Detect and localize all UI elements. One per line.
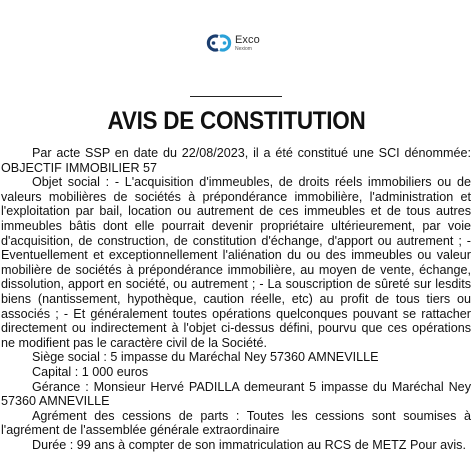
paragraph-incorporation: Par acte SSP en date du 22/08/2023, il a été constitué une SCI dénommée: OBJECTIF IMMOBILIER 57 — [1, 146, 471, 175]
title-divider — [190, 96, 282, 97]
paragraph-capital: Capital : 1 000 euros — [32, 364, 149, 379]
paragraph-siege-social: Siège social : 5 impasse du Maréchal Ney 57360 AMNEVILLE — [32, 350, 379, 365]
logo-name: Exco — [235, 33, 260, 46]
paragraph-duree: Durée : 99 ans à compter de son immatriculation au RCS de METZ Pour avis. — [32, 437, 466, 452]
exco-logo — [206, 32, 260, 54]
paragraph-agrement: Agrément des cessions de parts : Toutes les cessions sont soumises à l'agrément de l'assemblée générale extraordinaire — [1, 408, 471, 438]
paragraph-gerance: Gérance : Monsieur Hervé PADILLA demeurant 5 impasse du Maréchal Ney 57360 AMNEVILLE — [1, 379, 471, 409]
paragraph-objet-social: Objet social : - L'acquisition d'immeubles, de droits réels immobiliers ou de valeurs mobilières de sociétés à prépondérance immobilière, l'administration et l'exploitation par bail, location ou autrement de ces immeubles et de tous autres immeubles bâtis dont elle pourrait devenir propriétaire ultérieurement, par voie d'acquisition, de construction, de constitution d'échange, d'apport ou autrement ; - Eventuellement et exceptionnellement l'aliénation du ou des immeubles ou valeur mobilière de sociétés à prépondérance immobilière, au moyen de vente, échange, dissolution, apport en société, ou autrement ; - La souscription de sûreté sur lesdits biens (nantissement, hypothèque, caution réelle, etc) au profit de tous tiers ou associés ; - Et généralement toutes opérations quelconques pouvant se rattacher directement ou indirectement à l'objet ci-dessus défini, pourvu que ces opérations ne modifient pas le caractère civil de la Société. — [1, 175, 471, 350]
notice-title: AVIS DE CONSTITUTION — [107, 107, 366, 135]
logo-subtitle: Nexiom — [235, 45, 252, 52]
exco-logo-mark-icon — [206, 33, 232, 53]
notice-body — [1, 146, 471, 452]
